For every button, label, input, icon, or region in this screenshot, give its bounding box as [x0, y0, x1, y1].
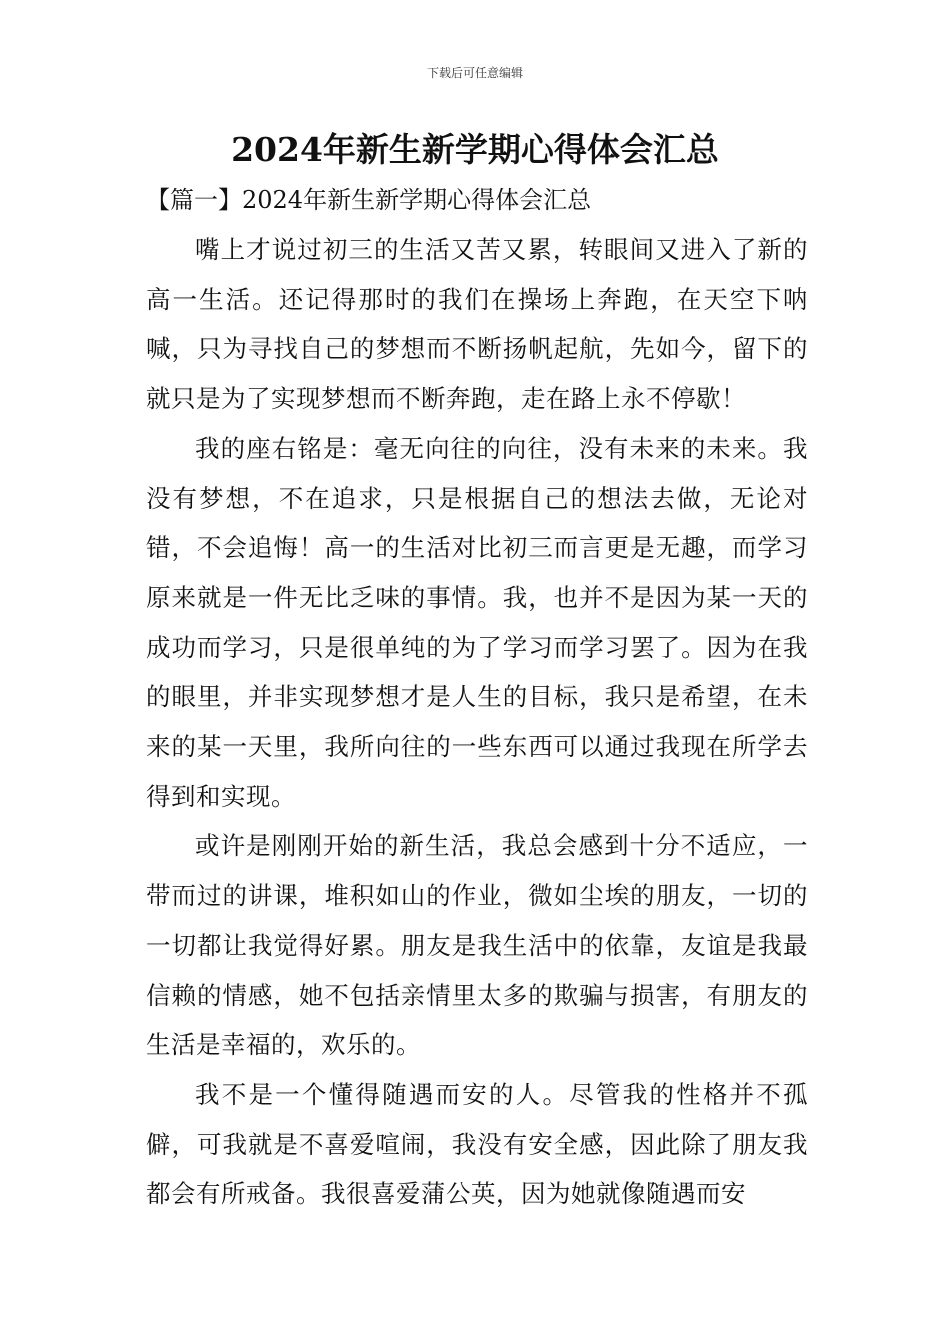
document-body	[146, 225, 808, 1219]
paragraph: 我的座右铭是：毫无向往的向往，没有未来的未来。我没有梦想，不在追求，只是根据自己的想法去做，无论对错，不会追悔！高一的生活对比初三而言更是无趣，而学习原来就是一件无比乏味的事情。我，也并不是因为某一天的成功而学习，只是很单纯的为了学习而学习罢了。因为在我的眼里，并非实现梦想才是人生的目标，我只是希望，在未来的某一天里，我所向往的一些东西可以通过我现在所学去得到和实现。	[146, 433, 808, 811]
header-note: 下载后可任意编辑	[426, 66, 523, 80]
section-heading: 【篇一】2024年新生新学期心得体会汇总	[146, 186, 592, 214]
paragraph: 或许是刚刚开始的新生活，我总会感到十分不适应，一带而过的讲课，堆积如山的作业，微如尘埃的朋友，一切的一切都让我觉得好累。朋友是我生活中的依靠，友谊是我最信赖的情感，她不包括亲情里太多的欺骗与损害，有朋友的生活是幸福的，欢乐的。	[146, 831, 808, 1060]
paragraph: 我不是一个懂得随遇而安的人。尽管我的性格并不孤僻，可我就是不喜爱喧闹，我没有安全感，因此除了朋友我都会有所戒备。我很喜爱蒲公英，因为她就像随遇而安	[146, 1079, 808, 1209]
document-title: 2024年新生新学期心得体会汇总	[231, 130, 719, 169]
paragraph: 嘴上才说过初三的生活又苦又累，转眼间又进入了新的高一生活。还记得那时的我们在操场上奔跑，在天空下呐喊，只为寻找自己的梦想而不断扬帆起航，先如今，留下的就只是为了实现梦想而不断奔跑，走在路上永不停歇！	[146, 235, 808, 414]
